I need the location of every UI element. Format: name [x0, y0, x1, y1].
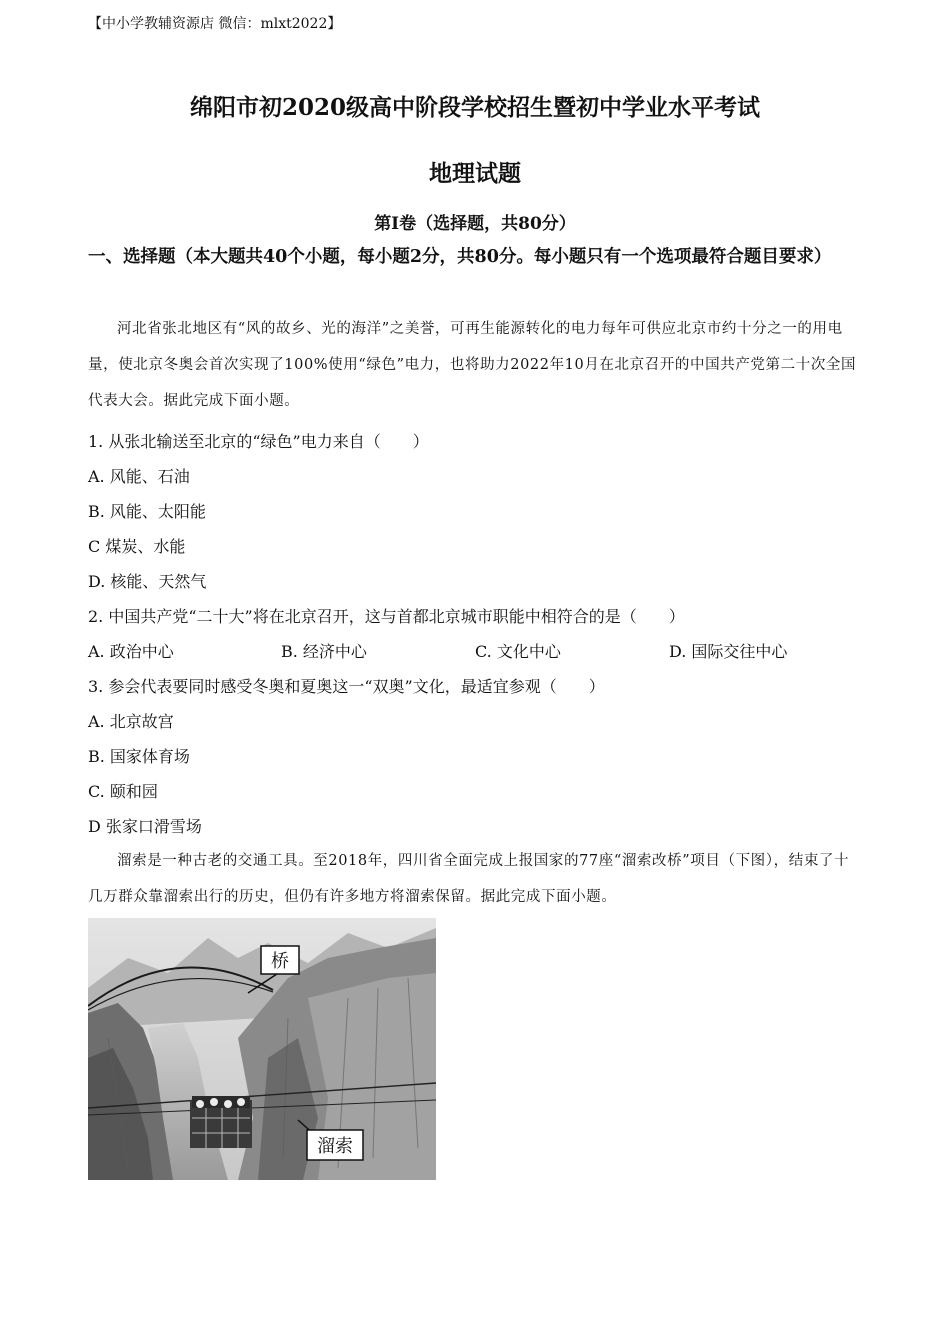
question-2-option-d: D. 国际交往中心 — [669, 642, 788, 661]
question-3-option-d: D 张家口滑雪场 — [88, 817, 202, 836]
question-2-option-c: C. 文化中心 — [475, 642, 561, 661]
passage-1: 河北省张北地区有“风的故乡、光的海洋”之美誉，可再生能源转化的电力每年可供应北京市约十分之一的用电量，使北京冬奥会首次实现了100%使用“绿色”电力，也将助力2022年10月在北京召开的中国共产党第二十次全国代表大会。据此完成下面小题。 — [88, 321, 857, 409]
section-heading: 一、选择题（本大题共40个小题，每小题2分，共80分。每小题只有一个选项最符合题目要求） — [88, 247, 832, 267]
part-title: 第Ⅰ卷（选择题，共80分） — [374, 214, 576, 234]
question-2-stem: 2. 中国共产党“二十大”将在北京召开，这与首都北京城市职能中相符合的是（ ） — [88, 607, 685, 626]
question-1-option-c: C 煤炭、水能 — [88, 537, 186, 556]
zipline-label: 溜索 — [317, 1136, 353, 1157]
page-header: 【中小学教辅资源店 微信：mlxt2022】 — [88, 16, 342, 32]
question-3-option-b: B. 国家体育场 — [88, 747, 190, 766]
zipline-bridge-photo — [88, 918, 436, 1180]
question-2-option-b: B. 经济中心 — [281, 642, 367, 661]
question-1-stem: 1. 从张北输送至北京的“绿色”电力来自（ ） — [88, 432, 429, 451]
question-3-option-a: A. 北京故宫 — [88, 712, 174, 731]
subject-title: 地理试题 — [429, 160, 521, 187]
question-1-option-b: B. 风能、太阳能 — [88, 502, 206, 521]
question-1-option-a: A. 风能、石油 — [88, 467, 190, 486]
exam-title: 绵阳市初2020级高中阶段学校招生暨初中学业水平考试 — [189, 94, 760, 121]
bridge-label: 桥 — [271, 951, 289, 972]
question-2-option-a: A. 政治中心 — [88, 642, 174, 661]
question-3-option-c: C. 颐和园 — [88, 782, 158, 801]
question-1-option-d: D. 核能、天然气 — [88, 572, 207, 591]
question-3-stem: 3. 参会代表要同时感受冬奥和夏奥这一“双奥”文化，最适宜参观（ ） — [88, 677, 605, 696]
passage-2: 溜索是一种古老的交通工具。至2018年，四川省全面完成上报国家的77座“溜索改桥”项目（下图），结束了十几万群众靠溜索出行的历史，但仍有许多地方将溜索保留。据此完成下面小题。 — [88, 853, 850, 905]
